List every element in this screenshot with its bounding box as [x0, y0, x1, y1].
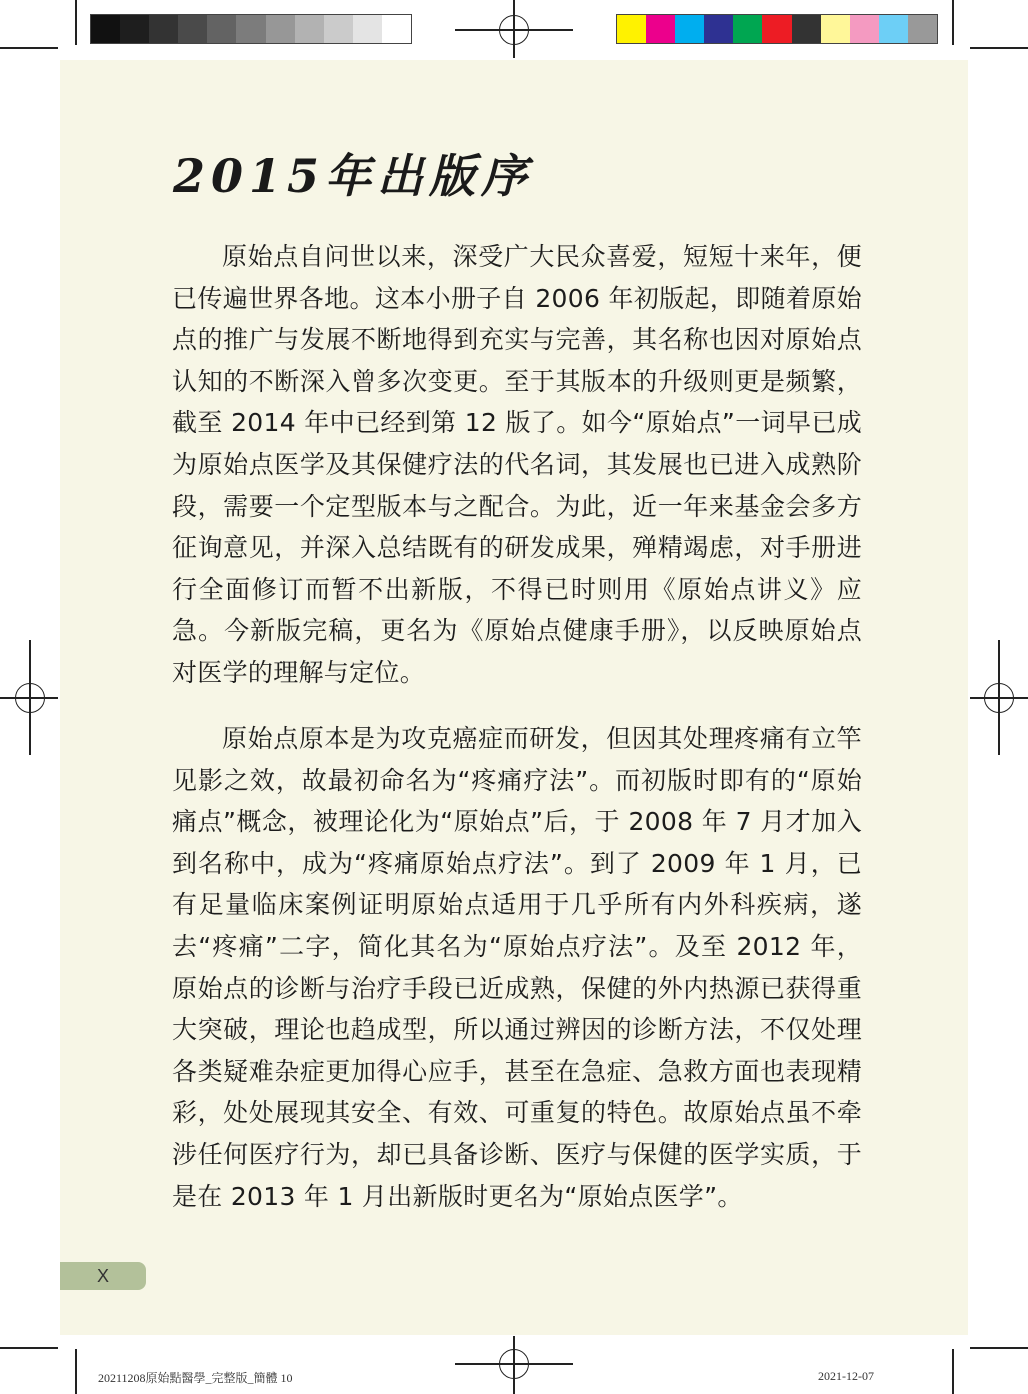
color-swatch: [646, 15, 675, 43]
color-swatch: [617, 15, 646, 43]
crop-mark: [970, 1347, 1028, 1349]
color-swatch: [908, 15, 937, 43]
color-swatch: [295, 15, 324, 43]
page-number-tab: X: [60, 1262, 146, 1290]
color-swatch: [879, 15, 908, 43]
color-swatch: [704, 15, 733, 43]
color-swatch: [675, 15, 704, 43]
color-swatch: [353, 15, 382, 43]
color-swatch: [733, 15, 762, 43]
crop-mark: [952, 0, 954, 45]
crop-mark: [0, 1347, 58, 1349]
color-swatch: [207, 15, 236, 43]
paragraph-2: 原始点原本是为攻克癌症而研发，但因其处理疼痛有立竿见影之效，故最初命名为“疼痛疗法”。而初版时即有的“原始痛点”概念，被理论化为“原始点”后，于 2008 年 7 月才加入到名称中，成为“疼痛原始点疗法”。到了 2009 年 1 月，已有足量临床案例证明原始点适用于几乎所有内外科疾病，遂去“疼痛”二字，简化其名为“原始点疗法”。及至 2012 年，原始点的诊断与治疗手段已近成熟，保健的外内热源已获得重大突破，理论也趋成型，所以通过辨因的诊断方法，不仅处理各类疑难杂症更加得心应手，甚至在急症、急救方面也表现精彩，处处展现其安全、有效、可重复的特色。故原始点虽不牵涉任何医疗行为，却已具备诊断、医疗与保健的医学实质，于是在 2013 年 1 月出新版时更名为“原始点医学”。: [172, 724, 862, 1211]
color-swatch: [266, 15, 295, 43]
registration-mark: [499, 1349, 529, 1379]
page-title: 2015年出版序: [173, 149, 534, 203]
footer-filename: 20211208原始點醫學_完整版_簡體 10: [98, 1371, 293, 1385]
color-swatch: [821, 15, 850, 43]
crop-mark: [75, 1349, 77, 1394]
color-swatch: [792, 15, 821, 43]
color-swatch: [762, 15, 791, 43]
paragraph-1: 原始点自问世以来，深受广大民众喜爱，短短十来年，便已传遍世界各地。这本小册子自 2006 年初版起，即随着原始点的推广与发展不断地得到充实与完善，其名称也因对原始点认知的不断深入曾多次变更。至于其版本的升级则更是频繁，截至 2014 年中已经到第 12 版了。如今“原始点”一词早已成为原始点医学及其保健疗法的代名词，其发展也已进入成熟阶段，需要一个定型版本与之配合。为此，近一年来基金会多方征询意见，并深入总结既有的研发成果，殚精竭虑，对手册进行全面修订而暂不出新版，不得已时则用《原始点讲义》应急。今新版完稿，更名为《原始点健康手册》，以反映原始点对医学的理解与定位。: [172, 242, 862, 687]
color-swatch: [120, 15, 149, 43]
footer-date: 2021-12-07: [818, 1369, 874, 1383]
color-swatch: [149, 15, 178, 43]
crop-mark: [970, 47, 1028, 49]
color-swatch: [850, 15, 879, 43]
crop-mark: [75, 0, 77, 45]
crop-mark: [952, 1349, 954, 1394]
registration-mark: [499, 15, 529, 45]
color-swatch: [236, 15, 265, 43]
grayscale-calibration-bar: [90, 14, 412, 44]
color-swatch: [382, 15, 411, 43]
crop-mark: [0, 47, 58, 49]
color-swatch: [178, 15, 207, 43]
color-calibration-bar: [616, 14, 938, 44]
color-swatch: [91, 15, 120, 43]
registration-mark: [984, 683, 1014, 713]
color-swatch: [324, 15, 353, 43]
registration-mark: [15, 683, 45, 713]
